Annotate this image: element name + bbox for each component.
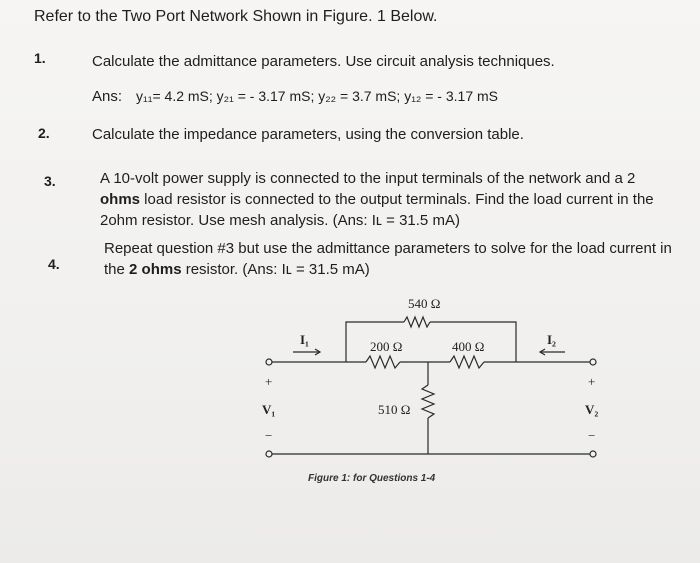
question-number-3: 3. — [44, 173, 56, 189]
question-text-1: Calculate the admittance parameters. Use circuit analysis techniques. — [92, 53, 555, 70]
figure-caption: Figure 1: for Questions 1-4 — [308, 473, 436, 484]
question-3-line-2-rest: load resistor is connected to the output terminals. Find the load current in the — [140, 191, 654, 208]
question-4-bold-2-ohms: 2 ohms — [129, 261, 182, 278]
i2-label: I₂ — [547, 332, 556, 347]
terminal-2-bottom — [590, 451, 596, 457]
question-3-bold-ohms: ohms — [100, 191, 141, 208]
r400-label: 400 Ω — [452, 339, 485, 354]
v2-plus: + — [588, 374, 596, 389]
v2-minus: − — [588, 428, 596, 443]
question-text-2: Calculate the impedance parameters, using the conversion table. — [92, 126, 524, 143]
terminal-1-bottom — [266, 451, 272, 457]
v1-minus: − — [265, 428, 273, 443]
r510-zigzag — [422, 385, 434, 418]
question-4-line-2-rest: resistor. (Ans: Iʟ = 31.5 mA) — [181, 261, 370, 278]
terminal-2-top — [590, 359, 596, 365]
question-number-2: 2. — [38, 125, 50, 141]
question-number-1: 1. — [34, 50, 46, 66]
r200-label: 200 Ω — [370, 339, 403, 354]
r200-zigzag — [366, 356, 400, 368]
question-3-line-1: A 10-volt power supply is connected to the input terminals of the network and a 2 — [100, 170, 636, 187]
question-4-line-2-start: the — [104, 261, 130, 278]
v1-plus: + — [265, 374, 273, 389]
question-number-4: 4. — [48, 256, 60, 272]
i1-label: I₁ — [300, 332, 309, 347]
terminal-1-top — [266, 359, 272, 365]
r540-zigzag — [404, 317, 430, 327]
r540-label: 540 Ω — [408, 296, 441, 311]
answer-values: y₁₁= 4.2 mS; y₂₁ = - 3.17 mS; y₂₂ = 3.7 mS; y₁₂ = - 3.17 mS — [136, 88, 498, 104]
answer-label: Ans: — [92, 88, 123, 105]
question-4-line-1: Repeat question #3 but use the admittance parameters to solve for the load current in — [104, 240, 672, 257]
r510-label: 510 Ω — [378, 402, 411, 417]
r400-zigzag — [450, 356, 484, 368]
page-title: Refer to the Two Port Network Shown in Figure. 1 Below. — [34, 8, 438, 25]
v1-label: V₁ — [262, 402, 276, 417]
question-3-line-3: 2ohm resistor. Use mesh analysis. (Ans: Iʟ = 31.5 mA) — [100, 212, 460, 229]
v2-label: V₂ — [585, 402, 599, 417]
